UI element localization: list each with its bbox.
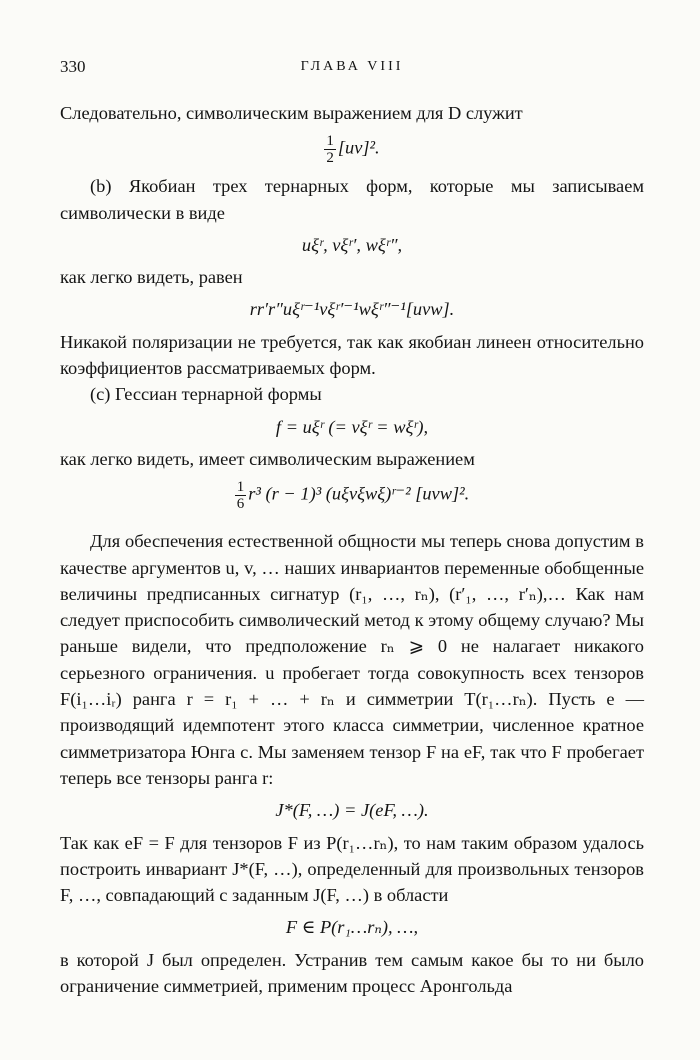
fraction-denominator: 6 bbox=[236, 496, 245, 513]
fraction-half bbox=[324, 133, 336, 166]
formula-8: F ∈ P(r₁…rₙ), …, bbox=[285, 917, 419, 938]
formula-7: J*(F, …) = J(eF, …). bbox=[275, 800, 429, 821]
page-body bbox=[60, 100, 644, 999]
paragraph-6: как легко видеть, имеет символическим выражением bbox=[60, 448, 475, 469]
formula-6-expression: r³ (r − 1)³ (uξvξwξ)ʳ⁻² [uvw]². bbox=[248, 483, 470, 504]
formula-5: f = uξʳ (= vξʳ = wξʳ), bbox=[275, 416, 429, 437]
page-header bbox=[60, 54, 644, 78]
formula-2: uξʳ, vξʳ′, wξʳ″, bbox=[301, 234, 403, 255]
fraction-numerator: 1 bbox=[236, 479, 245, 496]
fraction-denominator: 2 bbox=[326, 150, 334, 167]
formula-1 bbox=[60, 133, 644, 166]
fraction-sixth bbox=[235, 479, 247, 512]
paragraph-7: Для обеспечения естественной общности мы теперь снова допустим в качестве аргументов u, v, … наших инвариантов переменные обобщенные величины предписанных сигнатур (r₁, …, rₙ), (r′₁, …, r′ₙ),… Как нам следует приспособить символический метод к этому общему случаю? Мы раньше видели, что предположение rₙ ⩾ 0 не налагает никакого серьезного ограничения. u пробегает тогда совокупность всех тензоров F(i₁…iᵣ) ранга r = r₁ + … + rₙ и симметрии T(r₁…rₙ). Пусть e — производящий идемпотент этого класса симметрии, численное кратное симметризатора Юнга c. Мы заменяем тензор F на eF, так что F пробегает теперь все тензоры ранга r: bbox=[60, 531, 644, 788]
page-number: 330 bbox=[60, 57, 86, 76]
formula-1-expression: [uv]². bbox=[337, 138, 380, 159]
paragraph-5: (c) Гессиан тернарной формы bbox=[90, 384, 322, 405]
formula-6 bbox=[60, 479, 644, 512]
paragraph-1: Следовательно, символическим выражением для D служит bbox=[60, 103, 523, 123]
paragraph-9: в которой J был определен. Устранив тем самым какое бы то ни было ограничение симметрией, применим процесс Аронгольда bbox=[60, 949, 644, 997]
chapter-title: ГЛАВА VIII bbox=[300, 59, 404, 74]
fraction-numerator: 1 bbox=[326, 133, 334, 150]
paragraph-2: (b) Якобиан трех тернарных форм, которые мы записываем символически в виде bbox=[60, 176, 644, 223]
paragraph-3: как легко видеть, равен bbox=[60, 267, 243, 288]
paragraph-8: Так как eF = F для тензоров F из P(r₁…rₙ), то нам таким образом удалось построить инвариант J*(F, …), определенный для произвольных тензоров F, …, совпадающий с заданным J(F, …) в области bbox=[60, 832, 644, 906]
paragraph-4: Никакой поляризации не требуется, так как якобиан линеен относительно коэффициентов рассматриваемых форм. bbox=[60, 331, 644, 379]
formula-3: rr′r″uξʳ⁻¹vξʳ′⁻¹wξʳ″⁻¹[uvw]. bbox=[249, 299, 455, 320]
